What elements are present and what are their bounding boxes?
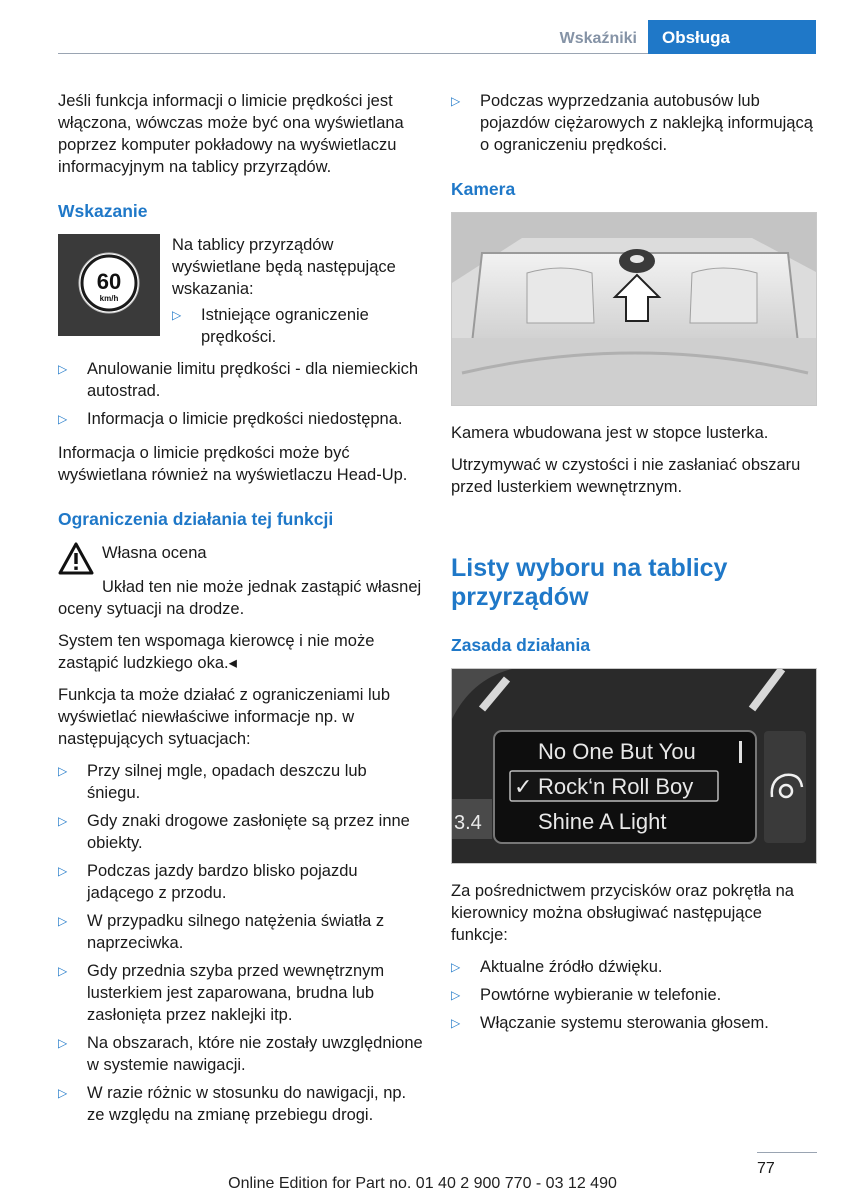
warning-triangle-icon [58,542,94,576]
selection-list-illustration [452,669,817,864]
edition-footer: Online Edition for Part no. 01 40 2 900 770 - 03 12 490 [228,1175,617,1192]
camera-caption: Kamera wbudowana jest w stopce lusterka. [451,424,769,442]
limits-item: ▷ W razie różnic w stosunku do nawigacji, np. ze względu na zmianę przebiegu drogi. [58,1082,423,1126]
indicator-text: Na tablicy przyrządów wyświetlane będą następujące wskazania: [172,236,396,298]
heading-kamera: Kamera [451,179,516,199]
indicator-block [58,234,423,354]
limits-item: ▷ Podczas jazdy bardzo blisko pojazdu jadącego z przodu. [58,860,423,904]
camera-illustration [452,213,817,406]
functions-list [451,956,817,1034]
warning-title: Własna ocena [102,544,207,562]
bus-item: ▷ Podczas wyprzedzania autobusów lub pojazdów ciężarowych z naklejką informującą o ograniczeniu prędkości. [451,90,817,156]
indicator-item: ▷ Informacja o limicie prędkości niedostępna. [58,408,423,430]
menu-item-1: No One But You [538,739,696,764]
limits-item: ▷ Gdy przednia szyba przed wewnętrznym lusterkiem jest zaparowana, brudna lub zasłonięta przez naklejki itp. [58,960,423,1026]
header-chapter: Obsługa [648,20,816,54]
limits-item: ▷ Przy silnej mgle, opadach deszczu lub śniegu. [58,760,423,804]
menu-check-icon: ✓ [514,774,533,799]
warning-block [58,542,423,576]
headup-paragraph: Informacja o limicie prędkości może być wyświetlana również na wyświetlaczu Head-Up. [58,444,408,484]
heading-wskazanie: Wskazanie [58,201,148,221]
system-paragraph: System ten wspomaga kierowcę i nie może zastąpić ludzkiego oka.◂ [58,632,375,672]
page-number-rule [757,1152,817,1153]
heading-zasada: Zasada działania [451,635,591,655]
intro-paragraph: Jeśli funkcja informacji o limicie prędkości jest włączona, wówczas może być ona wyświetlana poprzez komputer pokładowy na wyświetlaczu informacyjnym na tablicy przyrządów. [58,92,404,176]
sign-unit: km/h [99,294,119,303]
selection-list-image [451,668,817,864]
right-column [451,90,817,1040]
limits-item: ▷ Gdy znaki drogowe zasłonięte są przez inne obiekty. [58,810,423,854]
header-section: Wskaźniki [559,30,637,47]
camera-clean-text: Utrzymywać w czystości i nie zasłaniać obszaru przed lusterkiem wewnętrznym. [451,456,801,496]
speed-limit-sign-image [58,234,160,336]
camera-image [451,212,817,406]
page-number: 77 [757,1160,775,1177]
speed-limit-icon [58,234,160,336]
menu-item-2: Rock‘n Roll Boy [538,774,694,799]
functions-item: ▷ Aktualne źródło dźwięku. [451,956,817,978]
functions-intro: Za pośrednictwem przycisków oraz pokrętła na kierownicy można obsługiwać następujące funkcje: [451,882,794,944]
menu-side-number: 3.4 [454,812,482,834]
heading-listy: Listy wyboru na tablicy przyrządów [451,554,728,611]
heading-ograniczenia: Ograniczenia działania tej funkcji [58,509,334,529]
functions-item: ▷ Włączanie systemu sterowania głosem. [451,1012,817,1034]
sign-number: 60 [96,269,122,294]
left-column [58,90,423,1132]
warning-text: Układ ten nie może jednak zastąpić własnej oceny sytuacji na drodze. [58,578,422,618]
limits-item: ▷ Na obszarach, które nie zostały uwzględnione w systemie nawigacji. [58,1032,423,1076]
indicator-item: ▷ Anulowanie limitu prędkości - dla niemieckich autostrad. [58,358,423,402]
menu-item-3: Shine A Light [538,809,667,834]
limits-list [58,760,423,1126]
functions-item: ▷ Powtórne wybieranie w telefonie. [451,984,817,1006]
limits-item: ▷ W przypadku silnego natężenia światła z naprzeciwka. [58,910,423,954]
indicator-item: ▷ Istniejące ograniczenie prędkości. [172,304,423,348]
limits-intro: Funkcja ta może działać z ograniczeniami lub wyświetlać niewłaściwe informacje np. w następujących sytuacjach: [58,686,390,748]
